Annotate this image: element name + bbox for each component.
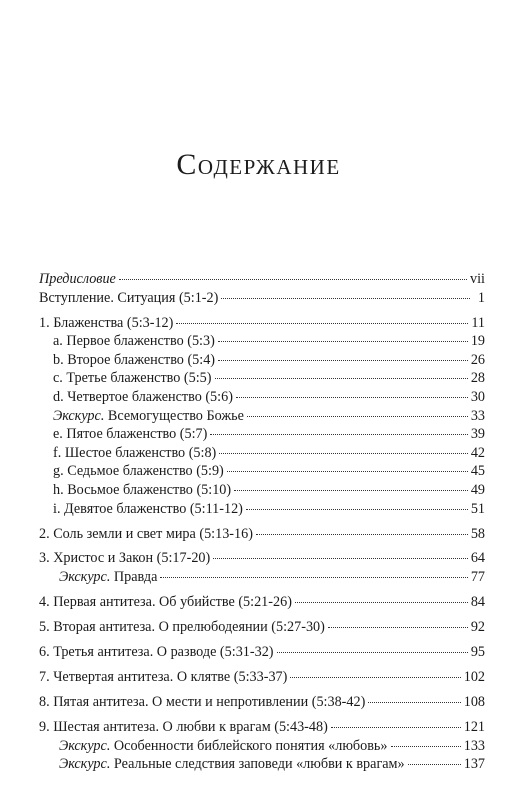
toc-entry-text: 8. Пятая антитеза. О мести и непротивлении (5:38-42) bbox=[39, 694, 366, 710]
toc-entry bbox=[39, 525, 485, 544]
toc-entry-text: b. Второе блаженство (5:4) bbox=[53, 351, 216, 368]
toc-entry-label bbox=[53, 388, 233, 406]
dot-leader bbox=[213, 558, 468, 559]
toc-entry bbox=[39, 643, 485, 662]
toc-entry-label bbox=[39, 549, 210, 567]
toc-entry-text: f. Шестое блаженство (5:8) bbox=[53, 444, 217, 461]
toc-entry-italic-prefix: Экскурс. bbox=[59, 569, 111, 586]
toc-entry-label bbox=[39, 668, 287, 686]
toc-entry bbox=[39, 755, 485, 774]
toc-entry-page-number: 39 bbox=[470, 426, 485, 443]
toc-entry bbox=[39, 462, 485, 481]
toc-entry-page-number: 26 bbox=[470, 351, 485, 368]
toc-entry bbox=[39, 618, 485, 637]
toc-entry-label bbox=[59, 755, 405, 773]
toc-entry-label bbox=[53, 481, 231, 499]
toc-entry-text: Реальные следствия заповеди «любви к врагам» bbox=[110, 756, 405, 773]
toc-entry-label bbox=[39, 618, 325, 636]
toc-entry-page-number: 92 bbox=[470, 619, 485, 636]
toc-entry bbox=[39, 388, 485, 407]
dot-leader bbox=[290, 677, 460, 678]
toc-entry-text: c. Третье блаженство (5:5) bbox=[53, 370, 212, 387]
toc-entry-text: Особенности библейского понятия «любовь» bbox=[110, 737, 388, 754]
dot-leader bbox=[295, 602, 468, 603]
toc-entry-page-number: vii bbox=[470, 271, 485, 287]
table-of-contents bbox=[39, 270, 485, 774]
toc-entry bbox=[39, 444, 485, 463]
toc-entry-text: 2. Соль земли и свет мира (5:13-16) bbox=[39, 525, 253, 542]
toc-entry-page-number: 137 bbox=[463, 756, 485, 773]
toc-entry-text: 4. Первая антитеза. Об убийстве (5:21-26) bbox=[39, 594, 292, 611]
toc-entry-text: 1. Блаженства (5:3-12) bbox=[39, 314, 174, 331]
toc-entry-italic-prefix: Экскурс. bbox=[59, 756, 111, 773]
toc-entry-text: Вступление. Ситуация (5:1-2) bbox=[39, 289, 219, 306]
dot-leader bbox=[331, 727, 461, 728]
toc-entry-page-number: 11 bbox=[471, 314, 485, 331]
dot-leader bbox=[277, 652, 468, 653]
toc-entry bbox=[39, 568, 485, 587]
toc-entry-text: 3. Христос и Закон (5:17-20) bbox=[39, 550, 211, 567]
toc-entry-page-number: 84 bbox=[470, 594, 485, 611]
toc-entry bbox=[39, 369, 485, 388]
dot-leader bbox=[215, 378, 468, 379]
toc-entry-page-number: 42 bbox=[470, 444, 485, 461]
toc-entry-page-number: 51 bbox=[470, 500, 485, 517]
toc-entry-label bbox=[39, 270, 116, 288]
dot-leader bbox=[391, 746, 461, 747]
dot-leader bbox=[227, 471, 468, 472]
dot-leader bbox=[221, 298, 470, 299]
dot-leader bbox=[160, 577, 467, 578]
toc-entry-label bbox=[39, 718, 328, 736]
toc-entry-text: h. Восьмое блаженство (5:10) bbox=[53, 481, 232, 498]
toc-entry bbox=[39, 270, 485, 289]
toc-entry-text: e. Пятое блаженство (5:7) bbox=[53, 426, 208, 443]
page-title: Содержание bbox=[176, 148, 341, 181]
dot-leader bbox=[256, 534, 468, 535]
dot-leader bbox=[219, 453, 468, 454]
toc-entry-text: a. Первое блаженство (5:3) bbox=[53, 333, 215, 350]
toc-entry bbox=[39, 737, 485, 756]
toc-entry-page-number: 1 bbox=[477, 289, 485, 306]
toc-entry-label bbox=[39, 693, 365, 711]
toc-entry bbox=[39, 481, 485, 500]
dot-leader bbox=[218, 360, 468, 361]
toc-entry-label bbox=[53, 425, 207, 443]
toc-entry-italic-prefix: Экскурс. bbox=[53, 407, 105, 424]
toc-entry-label bbox=[53, 407, 244, 425]
toc-entry-italic-prefix: Экскурс. bbox=[59, 737, 111, 754]
toc-entry bbox=[39, 332, 485, 351]
toc-entry bbox=[39, 549, 485, 568]
toc-entry-label bbox=[39, 314, 173, 332]
toc-entry-label bbox=[53, 444, 216, 462]
toc-entry bbox=[39, 289, 485, 308]
dot-leader bbox=[218, 341, 468, 342]
toc-entry-text: i. Девятое блаженство (5:11-12) bbox=[53, 500, 243, 517]
toc-entry-label bbox=[59, 737, 388, 755]
dot-leader bbox=[246, 509, 468, 510]
toc-entry bbox=[39, 693, 485, 712]
toc-entry bbox=[39, 593, 485, 612]
toc-entry-label bbox=[59, 568, 157, 586]
toc-entry-italic-prefix: Предисловие bbox=[39, 271, 116, 287]
toc-entry-label bbox=[39, 525, 253, 543]
dot-leader bbox=[236, 397, 468, 398]
toc-entry-text: d. Четвертое блаженство (5:6) bbox=[53, 388, 233, 405]
toc-entry-label bbox=[53, 332, 215, 350]
dot-leader bbox=[247, 416, 468, 417]
dot-leader bbox=[119, 279, 467, 280]
dot-leader bbox=[368, 702, 460, 703]
toc-entry-label bbox=[53, 369, 212, 387]
toc-entry-page-number: 33 bbox=[470, 407, 485, 424]
toc-entry-text: g. Седьмое блаженство (5:9) bbox=[53, 463, 224, 480]
toc-entry-page-number: 49 bbox=[470, 481, 485, 498]
toc-entry bbox=[39, 500, 485, 519]
toc-entry bbox=[39, 425, 485, 444]
toc-entry-text: Всемогущество Божье bbox=[104, 407, 244, 424]
toc-entry bbox=[39, 718, 485, 737]
toc-entry-page-number: 77 bbox=[470, 569, 485, 586]
toc-entry-page-number: 102 bbox=[463, 669, 485, 686]
toc-entry-text: 7. Четвертая антитеза. О клятве (5:33-37) bbox=[39, 669, 288, 686]
toc-entry bbox=[39, 314, 485, 333]
toc-entry-label bbox=[53, 351, 215, 369]
dot-leader bbox=[408, 764, 461, 765]
toc-entry-label bbox=[53, 500, 243, 518]
toc-entry-page-number: 108 bbox=[463, 694, 485, 710]
toc-entry-page-number: 64 bbox=[470, 550, 485, 567]
toc-entry-page-number: 30 bbox=[470, 388, 485, 405]
toc-entry bbox=[39, 668, 485, 687]
toc-entry-text: Правда bbox=[110, 569, 158, 586]
toc-entry bbox=[39, 407, 485, 426]
toc-entry-page-number: 58 bbox=[470, 525, 485, 542]
toc-entry-page-number: 19 bbox=[470, 333, 485, 350]
toc-entry-label bbox=[53, 462, 224, 480]
toc-entry-page-number: 28 bbox=[470, 370, 485, 387]
dot-leader bbox=[176, 323, 468, 324]
toc-entry-page-number: 95 bbox=[470, 644, 485, 661]
dot-leader bbox=[234, 490, 468, 491]
toc-entry-text: 6. Третья антитеза. О разводе (5:31-32) bbox=[39, 644, 274, 661]
toc-entry-label bbox=[39, 593, 292, 611]
toc-entry-label bbox=[39, 289, 218, 307]
toc-entry-label bbox=[39, 643, 274, 661]
toc-entry-page-number: 45 bbox=[470, 463, 485, 480]
dot-leader bbox=[210, 434, 467, 435]
toc-entry-page-number: 133 bbox=[463, 737, 485, 754]
toc-entry-text: 9. Шестая антитеза. О любви к врагам (5:43-48) bbox=[39, 718, 328, 735]
dot-leader bbox=[328, 627, 468, 628]
toc-entry-page-number: 121 bbox=[463, 718, 485, 735]
toc-entry-text: 5. Вторая антитеза. О прелюбодеянии (5:27-30) bbox=[39, 619, 325, 636]
toc-entry bbox=[39, 351, 485, 370]
